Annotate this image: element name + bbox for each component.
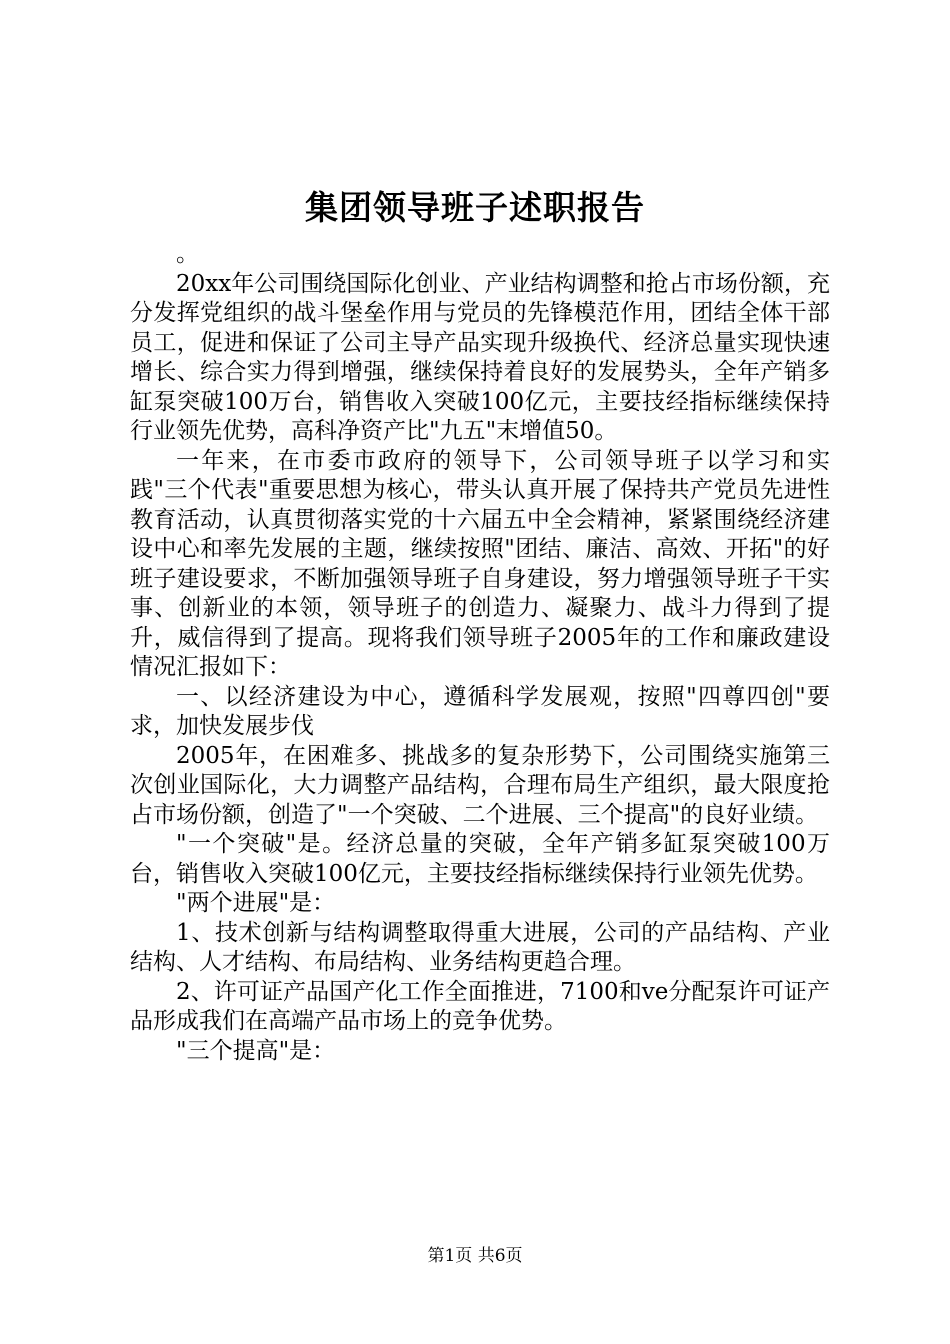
paragraph: "三个提高"是： [176,1037,336,1064]
paragraph: 一年来，在市委市政府的领导下，公司领导班子以学习和实践"三个代表"重要思想为核心，带头认真开展了保持共产党员先进性教育活动，认真贯彻落实党的十六届五中全会精神，紧紧围绕经济建设中心和率先发展的主题，继续按照"团结、廉洁、高效、开拓"的好班子建设要求，不断加强领导班子自身建设，努力增强领导班子干实事、创新业的本领，领导班子的创造力、凝聚力、战斗力得到了提升，威信得到了提高。现将我们领导班子2005年的工作和廉政建设情况汇报如下： [130,447,830,680]
paragraph: "两个进展"是： [176,890,336,916]
list-item: 2、许可证产品国产化工作全面推进，7100和ve分配泵许可证产品形成我们在高端产品市场上的竞争优势。 [130,978,830,1034]
document-title: 集团领导班子述职报告 [305,188,645,227]
section-heading: 一、以经济建设为中心，遵循科学发展观，按照"四尊四创"要求，加快发展步伐 [130,683,830,739]
page-footer: 第1页 共6页 [427,1246,523,1266]
paragraph: "一个突破"是。经济总量的突破，全年产销多缸泵突破100万台，销售收入突破100亿元，主要技经指标继续保持行业领先优势。 [130,831,830,887]
list-item: 1、技术创新与结构调整取得重大进展，公司的产品结构、产业结构、人才结构、布局结构、业务结构更趋合理。 [130,919,830,975]
paragraph: 2005年，在困难多、挑战多的复杂形势下，公司围绕实施第三次创业国际化，大力调整产品结构，合理布局生产组织，最大限度抢占市场份额，创造了"一个突破、二个进展、三个提高"的良好业绩。 [130,742,830,828]
document-body [130,240,830,1066]
paragraph: 20xx年公司围绕国际化创业、产业结构调整和抢占市场份额，充分发挥党组织的战斗堡垒作用与党员的先锋模范作用，团结全体干部员工，促进和保证了公司主导产品实现升级换代、经济总量实现快速增长、综合实力得到增强，继续保持着良好的发展势头，全年产销多缸泵突破100万台，销售收入突破100亿元，主要技经指标继续保持行业领先优势，高科净资产比"九五"末增值50。 [130,270,830,444]
paragraph: 。 [176,241,199,267]
